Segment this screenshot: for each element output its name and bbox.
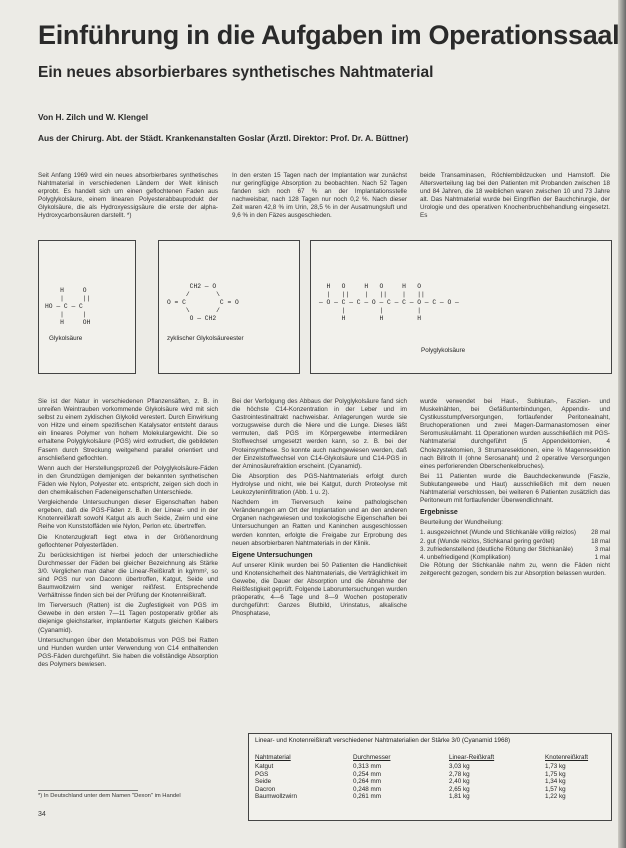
paragraph: Vergleichende Untersuchungen dieser Eigenschaften haben ergeben, daß die PGS-Fäden z. B. in der Linear- und in der Knotenreißkraft sowohl Katgut als auch Seide, Zwirn und eine Reihe von Kunststoffäden wie Nylon, Perlon etc. übertreffen. [38, 499, 218, 531]
paragraph: Bei 11 Patienten wurde die Bauchdeckenwunde (Faszie, Subkutangewebe und Haut) ausschließlich mit dem neuen Nahtmaterial verschlossen, bei weiteren 6 Patienten zusätzlich das Peritoneum mit fortlaufender Überwendlichnaht. [420, 472, 610, 505]
table-cell: 0,313 mm [353, 763, 381, 770]
table-cell: 1,75 kg [545, 770, 566, 778]
strength-table-box [248, 733, 612, 821]
table-cell: Baumwollzwirn [255, 793, 297, 800]
rating-value: 3 mal [594, 545, 610, 553]
formula-caption: zyklischer Glykolsäureester [167, 335, 244, 342]
body-column-2 [232, 398, 407, 620]
rating-label: 4. unbefriedigend (Komplikation) [420, 553, 511, 561]
intro-column-3: beide Transaminasen, Röchlembildzucken und Harnstoff. Die Altersverteilung lag bei den Patienten mit Probanden zwischen 18 und 84 Jahren, die 18 weiblichen waren zwischen 10 und 73 Jahre alt. Das Nahtmaterial wurde bei Eingriffen der Bauchchirurgie, der Urologie und des operativen Knochenbruchbehandlung eingesetzt. Es [420, 172, 610, 220]
page-edge-shadow [618, 0, 626, 848]
table-cell: PGS [255, 770, 269, 778]
rating-row [420, 546, 610, 554]
rating-label: 1. ausgezeichnet (Wunde und Stichkanäle völlig reizlos) [420, 529, 576, 537]
rating-row [420, 538, 610, 546]
section-heading: Eigene Untersuchungen [232, 551, 313, 559]
intro-column-1: Seit Anfang 1969 wird ein neues absorbierbares synthetisches Nahtmaterial in verschiedenen Ländern der Welt klinisch erprobt. Es handelt sich um einen geflochtenen Faden aus Polyglykolsäure, einem linearen Polyesterabbauprodukt der Glykolsäure, die als Hydroxyessigsäure die erste der alpha-Hydroxycarbonsäuren darstellt. *) [38, 172, 218, 220]
page-number: 34 [38, 811, 46, 818]
column-header: Knotenreißkraft [545, 754, 589, 761]
table-cell: Seide [255, 778, 272, 785]
table-cell: 2,40 kg [449, 778, 470, 785]
formula-box-glykolsaeure [38, 240, 136, 374]
formula-box-glykolid [158, 240, 300, 374]
table-cell: 3,03 kg [449, 763, 470, 770]
table-cell: 1,81 kg [449, 793, 470, 800]
column-header: Linear-Reißkraft [449, 754, 495, 761]
rating-row [420, 554, 610, 562]
rating-label: 3. zufriedenstellend (deutliche Rötung der Stichkanäle) [420, 545, 573, 553]
section-heading: Ergebnisse [420, 509, 458, 517]
rating-value: 28 mal [591, 529, 610, 537]
column-header: Durchmesser [353, 754, 391, 761]
paragraph: Nachdem im Tierversuch keine pathologischen Veränderungen am Ort der Implantation und an den anderen Organen nachgewiesen und toxikologische Eigenschaften bei Untersuchungen an Ratten und Kaninchen ausgeschlossen werden konnten, erfolgte die Freigabe zur Erprobung des neuen absorbierbaren Nahtmaterials in der Klinik. [232, 499, 407, 547]
formula-glykolid: CH2 — O / \ O = C C = O \ / O — CH2 [167, 283, 239, 322]
paragraph: Die Rötung der Stichkanäle nahm zu, wenn die Fäden nicht zeitgerecht gezogen, sondern bis zur Absorption belassen wurden. [420, 561, 610, 577]
paragraph: Die Absorption des PGS-Nahtmaterials erfolgt durch Hydrolyse und nicht, wie bei Katgut, durch Proteolyse mit Leukozyteninfiltration (Abb. 1 u. 2). [232, 472, 407, 497]
table-cell: 0,264 mm [353, 778, 381, 785]
body-column-3 [420, 398, 610, 580]
formula-caption: Glykolsäure [49, 335, 83, 342]
table-cell: 1,22 kg [545, 793, 566, 800]
table-row [255, 771, 588, 779]
table-row [255, 778, 588, 786]
table-header-row [255, 752, 588, 763]
table-cell: Dacron [255, 785, 276, 793]
table-row [255, 763, 588, 771]
paragraph: Untersuchungen über den Metabolismus von PGS bei Ratten und Hunden wurden unter Verwendung von C14 enthaltenden PGS-Fäden durchgeführt. Sie haben die vollständige Absorption des Polymers bewiesen. [38, 636, 218, 668]
table-cell: 0,261 mm [353, 793, 381, 800]
table-cell: 0,248 mm [353, 785, 381, 793]
affiliation-line: Aus der Chirurg. Abt. der Städt. Krankenanstalten Goslar (Ärztl. Direktor: Prof. Dr. A. Büttner) [38, 133, 409, 143]
table-row [255, 786, 588, 794]
table-cell: 2,78 kg [449, 770, 470, 778]
table-cell: 1,73 kg [545, 763, 566, 770]
table-title: Linear- und Knotenreißkraft verschiedener Nahtmaterialien der Stärke 3/0 (Cyanamid 1968) [255, 737, 511, 744]
strength-table [255, 752, 588, 801]
article-subtitle: Ein neues absorbierbares synthetisches Nahtmaterial [38, 64, 434, 81]
paragraph: Beurteilung der Wundheilung: [420, 519, 503, 527]
paragraph: Im Tierversuch (Ratten) ist die Zugfestigkeit von PGS im Gewebe in den ersten 7—11 Tagen postoperativ größer als diejenige gleichstarker, implantierter Katguts gleichen Kalibers (Cyanamid). [38, 602, 218, 634]
paragraph: Die Knotenzugkraft liegt etwa in der Größenordnung geflochtener Polyesterfäden. [38, 533, 218, 549]
table-cell: 1,34 kg [545, 778, 566, 785]
footnote: *) In Deutschland unter dem Namen "Dexon" im Handel [38, 790, 138, 799]
table-cell: Katgut [255, 763, 274, 770]
formula-polyglykolsaeure: H O H O H O | || | || | || — O — C — C — O — C — C — O — C — O — | | | H H H [319, 283, 459, 322]
formula-box-polyglykolsaeure [310, 240, 612, 374]
paragraph: Wenn auch der Herstellungsprozeß der Polyglykolsäure-Fäden in den Grundzügen demjenigen der bekannten synthetischen Fäden wie Nylon, Polyester etc. entspricht, zeigen sich doch in den chemikalischen Fadeneigenschaften Unterschiede. [38, 464, 218, 497]
paragraph: Zu berücksichtigen ist hierbei jedoch der unterschiedliche Durchmesser der Fäden bei gleicher Bezeichnung als Stärke 3/0. Verglichen man daher die Linear-Reißkraft in kg/mm², so sind PGS nur von Daconn übertroffen, Katgut, Seide und Baumwollzwirn sind weniger reißfest. Entsprechende Verhältnisse finden sich bei der Prüfung der Knotenreißkraft. [38, 551, 218, 600]
intro-column-2: In den ersten 15 Tagen nach der Implantation war zunächst nur geringfügige Absorption zu beobachten. Nach 52 Tagen fanden sich noch 67 % an der Implantationsstelle nachweisbar, nach 128 Tagen nur noch 0,2 %. Nach dieser Zeit waren 42,8 % im Urin, 28,5 % in der Ausatmungsluft und 9,6 % in den Fäzes ausgeschieden. [232, 172, 407, 220]
paragraph: wurde verwendet bei Haut-, Subkutan-, Faszien- und Muskelnähten, bei Gefäßunterbindungen, Appendix- und Cystikusstumpfversorgungen, fortlaufender Peritonealnaht, Bruchoperationen und zwei Magen-Darmanastomosen einer Seromuskulärnaht. 11 Operationen wurden ausschließlich mit PGS-Nahtmaterial durchgeführt (5 Appendektomien, 4 Cholezystektomien, 3 Strumaresektionen, eine ⅔ Magenresektion nach Billroth II (ohne Serosanaht) und 2 operative Versorgungen eines perforierenden Oberschenkelbruches). [420, 398, 610, 470]
paragraph: Sie ist der Natur in verschiedenen Pflanzensäften, z. B. in unreifen Weintrauben vorkommende Glykolsäure wird mit sich selbst zu einem zyklischen Glykolid verestert. Durch Einwirkung von Hitze und einem spezifischen Katalysator entsteht daraus ein lineares Polymer von hohem Molekulargewicht. Die so erhaltene Polyglykolsäure (PGS) wird extrudiert, die gebildeten Fasern durch Streckung weitgehend parallel orientiert und anschließend geflochten. [38, 398, 218, 462]
rating-label: 2. gut (Wunde reizlos, Stichkanal gering gerötet) [420, 537, 555, 545]
rating-value: 1 mal [594, 553, 610, 561]
paragraph: Bei der Verfolgung des Abbaus der Polyglykolsäure fand sich die höchste C14-Konzentration in der Leber und im Gastrointestinaltrakt nachweisbar. Anlagerungen wurde sie vorzugsweise durch die Niere und die Lunge. Dieses läßt vermuten, daß PGS im Körpergewebe intermediären Stoffwechsel umgesetzt werden kann, so z. B. bei der Proteinsynthese. So konnte auch nachgewiesen werden, daß der Einzelstoffwechsel von C14-Glykolsäure und C14-PGS in der Aminosäurefraktion erscheint. (Cyanamid). [232, 398, 407, 470]
rating-value: 18 mal [591, 537, 610, 545]
table-cell: 0,254 mm [353, 770, 381, 778]
body-column-1 [38, 398, 218, 671]
article-title: Einführung in die Aufgaben im Operationssaal [38, 20, 620, 50]
table-cell: 1,57 kg [545, 785, 566, 793]
formula-caption: Polyglykolsäure [421, 347, 466, 354]
paragraph: Auf unserer Klinik wurden bei 50 Patienten die Handlichkeit und Knotensicherheit des Nahtmaterials, die Verträglichkeit im Gewebe, die Dauer der Absorption und die Abnahme der Reißfestigkeit geprüft. Folgende Laboruntersuchungen wurden präoperativ, 4—6 Tage und 8—9 Wochen postoperativ durchgeführt: Ganzes Blutbild, Urinstatus, alkalische Phosphatase, [232, 561, 407, 618]
authors-line: Von H. Zilch und W. Klengel [38, 112, 149, 122]
column-header: Nahtmaterial [255, 754, 291, 761]
formula-glykolsaeure: H O | || HO — C — C | | H OH [45, 287, 91, 326]
table-row [255, 793, 588, 801]
table-cell: 2,65 kg [449, 785, 470, 793]
rating-row [420, 529, 610, 537]
